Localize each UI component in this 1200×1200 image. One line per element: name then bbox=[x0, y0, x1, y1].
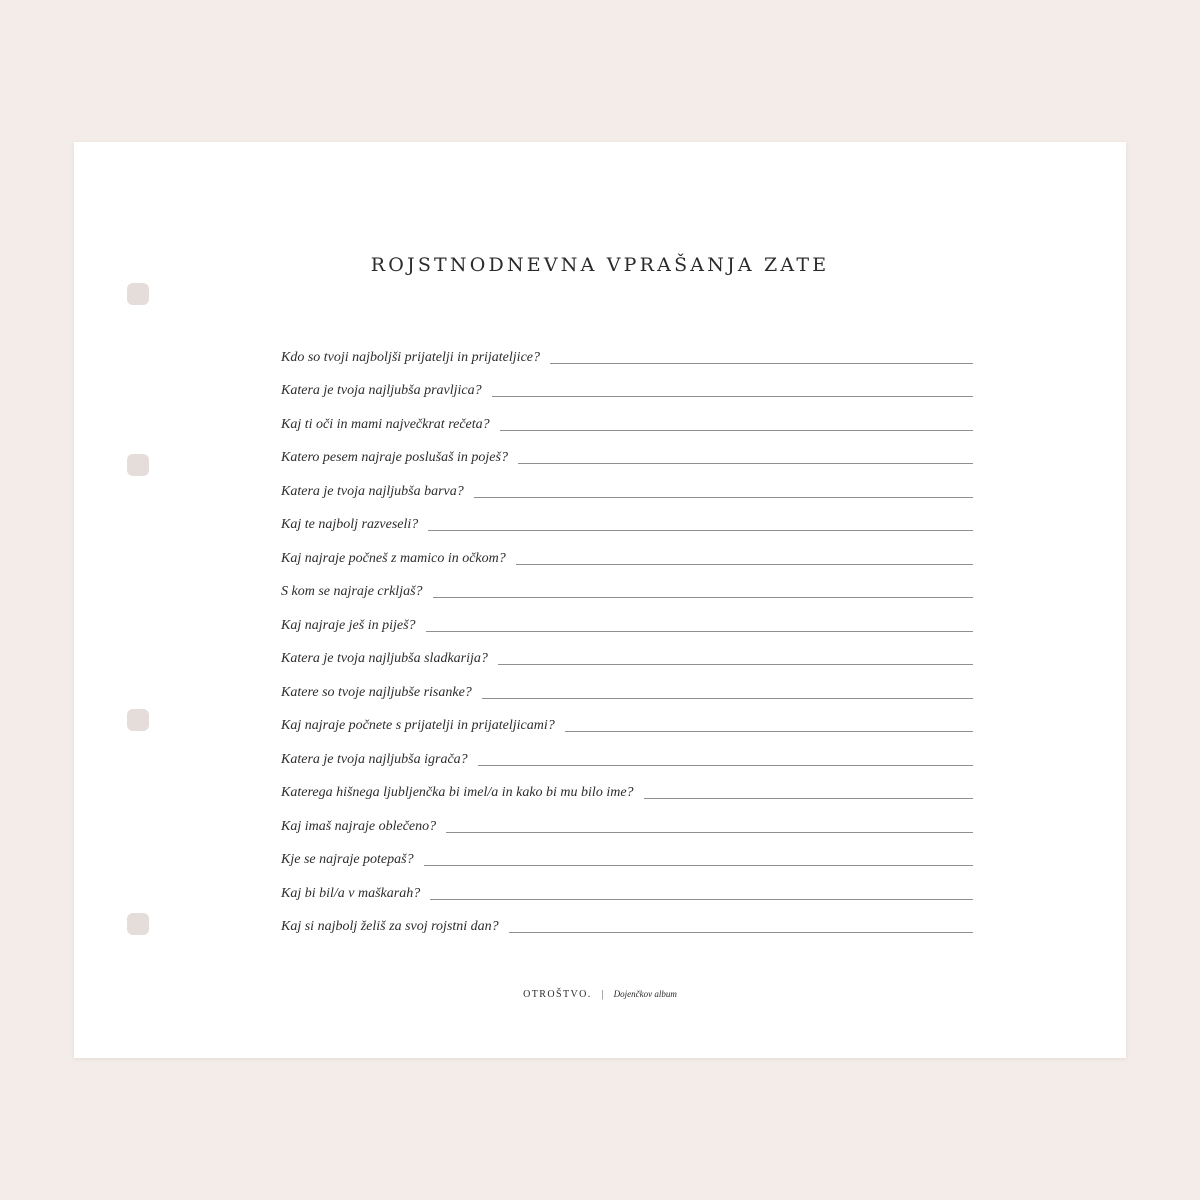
question-row bbox=[281, 468, 973, 502]
question-text: Kdo so tvoji najboljši prijatelji in prijateljice? bbox=[281, 349, 540, 365]
question-row bbox=[281, 368, 973, 402]
answer-line[interactable] bbox=[474, 497, 973, 498]
question-text: Kaj najraje ješ in piješ? bbox=[281, 617, 416, 633]
question-text: Katera je tvoja najljubša barva? bbox=[281, 483, 464, 499]
question-row bbox=[281, 602, 973, 636]
answer-line[interactable] bbox=[498, 664, 973, 665]
question-text: Kaj bi bil/a v maškarah? bbox=[281, 885, 421, 901]
answer-line[interactable] bbox=[492, 396, 973, 397]
answer-line[interactable] bbox=[430, 899, 973, 900]
punch-hole bbox=[127, 913, 149, 935]
question-row bbox=[281, 334, 973, 368]
answer-line[interactable] bbox=[433, 597, 973, 598]
answer-line[interactable] bbox=[565, 731, 973, 732]
answer-line[interactable] bbox=[516, 564, 973, 565]
question-text: Kje se najraje potepaš? bbox=[281, 852, 414, 867]
question-row bbox=[281, 569, 973, 603]
answer-line[interactable] bbox=[509, 932, 973, 933]
answer-line[interactable] bbox=[446, 832, 973, 833]
question-row bbox=[281, 837, 973, 871]
answer-line[interactable] bbox=[426, 631, 973, 632]
question-row bbox=[281, 904, 973, 938]
question-text: Kaj ti oči in mami največkrat rečeta? bbox=[281, 416, 490, 432]
question-text: Katero pesem najraje poslušaš in poješ? bbox=[281, 450, 508, 465]
question-row bbox=[281, 435, 973, 469]
question-text: Katera je tvoja najljubša sladkarija? bbox=[281, 651, 488, 666]
question-text: Kaj te najbolj razveseli? bbox=[281, 517, 419, 532]
answer-line[interactable] bbox=[428, 530, 973, 531]
question-row bbox=[281, 870, 973, 904]
page-title: ROJSTNODNEVNA VPRAŠANJA ZATE bbox=[370, 254, 830, 276]
answer-line[interactable] bbox=[482, 698, 973, 699]
question-row bbox=[281, 736, 973, 770]
answer-line[interactable] bbox=[424, 865, 973, 866]
footer-brand: OTROŠTVO. bbox=[523, 989, 592, 1000]
answer-line[interactable] bbox=[550, 363, 973, 364]
question-text: S kom se najraje crkljaš? bbox=[281, 584, 423, 599]
punch-hole bbox=[127, 709, 149, 731]
answer-line[interactable] bbox=[478, 765, 973, 766]
question-row bbox=[281, 535, 973, 569]
question-text: Katere so tvoje najljubše risanke? bbox=[281, 684, 472, 700]
question-row bbox=[281, 770, 973, 804]
answer-line[interactable] bbox=[500, 430, 973, 431]
question-row bbox=[281, 703, 973, 737]
question-list bbox=[281, 334, 973, 937]
question-text: Kaj si najbolj želiš za svoj rojstni dan? bbox=[281, 919, 499, 934]
question-row bbox=[281, 401, 973, 435]
question-text: Katerega hišnega ljubljenčka bi imel/a in kako bi mu bilo ime? bbox=[281, 785, 634, 800]
footer-separator: | bbox=[601, 989, 604, 1000]
question-row bbox=[281, 636, 973, 670]
question-text: Kaj najraje počnete s prijatelji in prijateljicami? bbox=[281, 718, 555, 733]
question-row bbox=[281, 669, 973, 703]
question-row bbox=[281, 803, 973, 837]
question-text: Kaj imaš najraje oblečeno? bbox=[281, 818, 437, 834]
question-text: Katera je tvoja najljubša pravljica? bbox=[281, 383, 482, 398]
punch-hole bbox=[127, 283, 149, 305]
question-text: Kaj najraje počneš z mamico in očkom? bbox=[281, 550, 506, 566]
punch-hole bbox=[127, 454, 149, 476]
answer-line[interactable] bbox=[644, 798, 973, 799]
album-page bbox=[74, 142, 1126, 1058]
answer-line[interactable] bbox=[518, 463, 973, 464]
question-row bbox=[281, 502, 973, 536]
question-text: Katera je tvoja najljubša igrača? bbox=[281, 751, 468, 767]
footer-subtitle: Dojenčkov album bbox=[613, 989, 677, 999]
page-footer bbox=[74, 984, 1126, 1002]
